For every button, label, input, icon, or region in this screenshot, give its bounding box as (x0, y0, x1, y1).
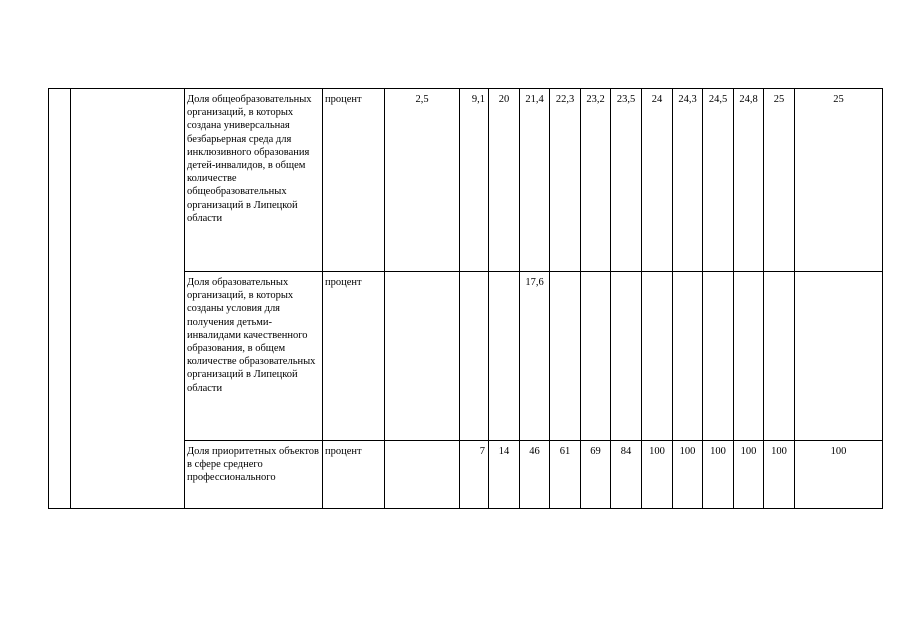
value-cell (460, 272, 489, 441)
value-cell: 61 (550, 441, 581, 509)
value-cell: 100 (764, 441, 795, 509)
indicators-table (48, 88, 883, 509)
value-cell (385, 441, 460, 509)
value-cell: 23,2 (581, 89, 611, 272)
value-cell (734, 272, 764, 441)
value-cell (581, 272, 611, 441)
value-cell: 25 (795, 89, 883, 272)
value-cell: 84 (611, 441, 642, 509)
unit-cell: процент (323, 89, 385, 272)
value-cell (764, 272, 795, 441)
value-cell (489, 272, 520, 441)
value-cell: 69 (581, 441, 611, 509)
value-cell (385, 272, 460, 441)
value-cell (642, 272, 673, 441)
value-cell: 24 (642, 89, 673, 272)
value-cell: 24,5 (703, 89, 734, 272)
value-cell: 24,3 (673, 89, 703, 272)
unit-cell: процент (323, 272, 385, 441)
value-cell: 100 (642, 441, 673, 509)
value-cell: 20 (489, 89, 520, 272)
value-cell: 24,8 (734, 89, 764, 272)
value-cell (550, 272, 581, 441)
value-cell (611, 272, 642, 441)
value-cell: 14 (489, 441, 520, 509)
indicator-name: Доля приоритетных объектов в сфере среднего профессионального (185, 441, 323, 509)
value-cell: 100 (703, 441, 734, 509)
table-row (49, 89, 883, 272)
value-cell (795, 272, 883, 441)
value-cell: 22,3 (550, 89, 581, 272)
value-cell (703, 272, 734, 441)
value-cell: 100 (795, 441, 883, 509)
unit-cell: процент (323, 441, 385, 509)
indicator-name: Доля образовательных организаций, в которых созданы условия для получения детьми-инвалидами качественного образования, в общем количестве образовательных организаций в Липецкой области (185, 272, 323, 441)
value-cell: 25 (764, 89, 795, 272)
value-cell: 17,6 (520, 272, 550, 441)
value-cell: 7 (460, 441, 489, 509)
value-cell: 23,5 (611, 89, 642, 272)
table-cell-blank (49, 89, 71, 509)
value-cell: 21,4 (520, 89, 550, 272)
value-cell: 46 (520, 441, 550, 509)
value-cell (673, 272, 703, 441)
value-cell: 100 (734, 441, 764, 509)
indicator-name: Доля общеобразовательных организаций, в которых создана универсальная безбарьерная среда для инклюзивного образования детей-инвалидов, в общем количестве общеобразовательных организаций в Липецкой области (185, 89, 323, 272)
value-cell: 100 (673, 441, 703, 509)
value-cell: 9,1 (460, 89, 489, 272)
table-cell-blank (71, 89, 185, 509)
value-cell: 2,5 (385, 89, 460, 272)
